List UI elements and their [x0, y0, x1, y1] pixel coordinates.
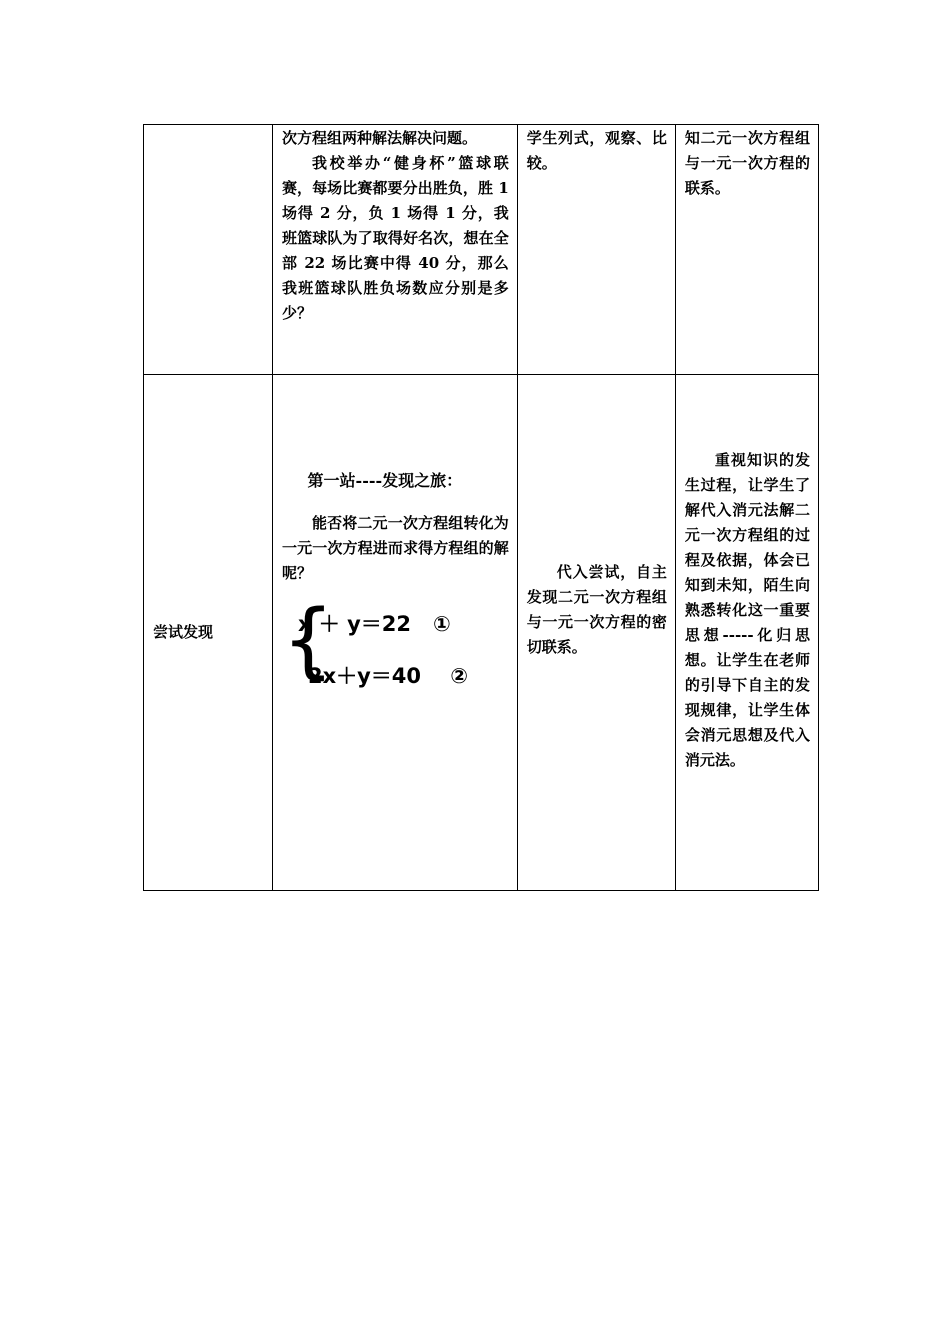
equation-1: x ＋ y＝22 ①: [297, 612, 451, 636]
table-row: [144, 375, 819, 891]
design-intent-cell: [675, 375, 818, 891]
student-activity-cell: [517, 125, 675, 375]
stage-label: 尝试发现: [153, 623, 214, 641]
lesson-plan-table: [143, 124, 819, 891]
content-cell: [272, 375, 517, 891]
stage-cell: [144, 125, 273, 375]
design-intent-text: 重视知识的发生过程，让学生了解代入消元法解二元一次方程组的过程及依据，体会已知到未知，陌生向熟悉转化这一重要思想-----化归思想。让学生在老师的引导下自主的发现规律，让学生体会消元思想及代入消元法。: [684, 450, 810, 769]
question-text: 能否将二元一次方程组转化为一元一次方程进而求得方程组的解呢？: [281, 514, 509, 582]
student-activity-text: 学生列式，观察、比较。: [526, 129, 667, 172]
table-row: [144, 125, 819, 375]
station-title: 第一站----发现之旅：: [307, 471, 463, 490]
stage-cell: [144, 375, 273, 891]
design-intent-text: 知二元一次方程组与一元一次方程的联系。: [684, 129, 810, 197]
design-intent-cell: [675, 125, 818, 375]
problem-text: 我校举办“健身杯”篮球联赛，每场比赛都要分出胜负，胜 1 场得 2 分，负 1 场得 1 分，我班篮球队为了取得好名次，想在全部 22 场比赛中得 40 分，那么我班篮球队胜负场数应分别是多少？: [281, 154, 509, 322]
stage-label: [144, 125, 272, 126]
content-cell: [272, 125, 517, 375]
equation-system: [281, 593, 509, 700]
content-line: 次方程组两种解法解决问题。: [281, 129, 477, 147]
equation-2: 2x＋y＝40 ②: [307, 664, 469, 688]
student-activity-text: 代入尝试，自主发现二元一次方程组与一元一次方程的密切联系。: [526, 563, 667, 656]
student-activity-cell: [517, 375, 675, 891]
brace-symbol: {: [281, 593, 335, 688]
